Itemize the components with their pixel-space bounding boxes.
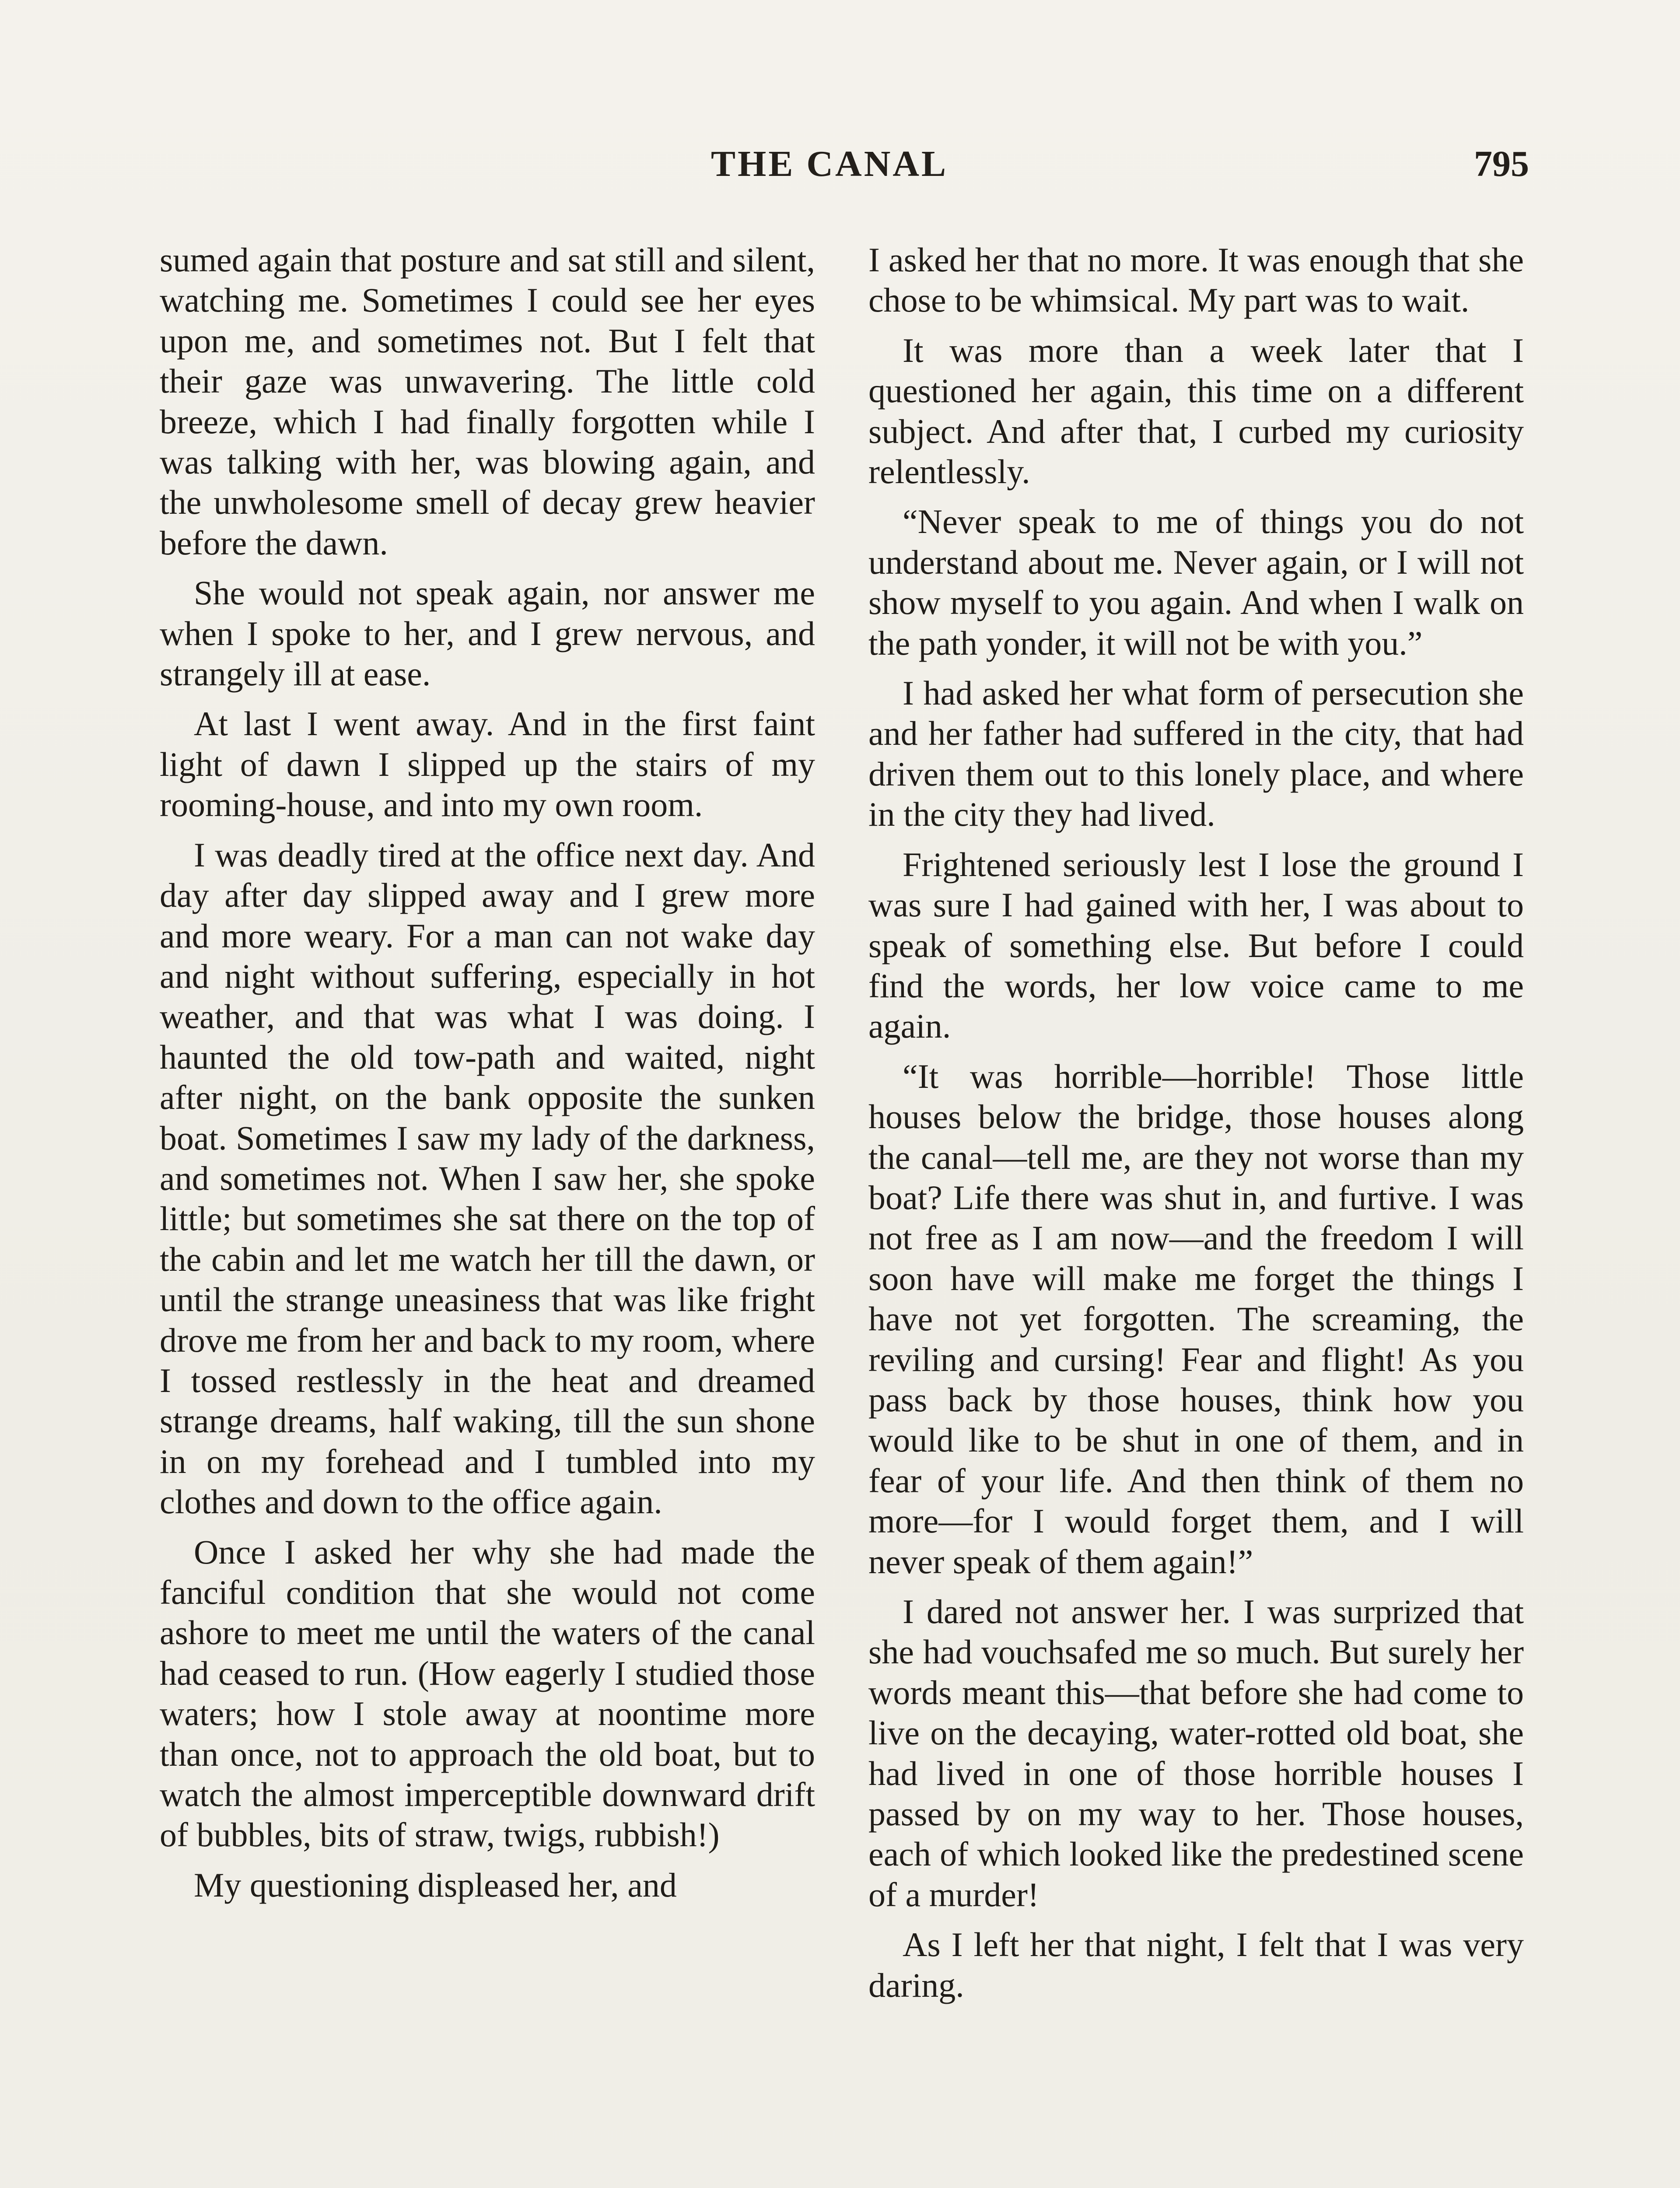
right-text-column [868,240,1524,2015]
paragraph: “It was horrible—horrible! Those little houses below the bridge, those houses along the canal—tell me, are they not worse than my boat? Life there was shut in, and furtive. I was not free as I am now—and the freedom I will soon have will make me forget the things I have not yet forgotten. The screaming, the reviling and cursing! Fear and flight! As you pass back by those houses, think how you would like to be shut in one of them, and in fear of your life. And then think of them no more—for I would forget them, and I will never speak of them again!” [868,1057,1524,1581]
paragraph: Once I asked her why she had made the fanciful condition that she would not come ashore to meet me until the waters of the canal had ceased to run. (How eagerly I studied those waters; how I stole away at noontime more than once, not to approach the old boat, but to watch the almost imperceptible downward drift of bubbles, bits of straw, twigs, rubbish!) [160,1532,815,1854]
paragraph: At last I went away. And in the first faint light of dawn I slipped up the stairs of my rooming-house, and into my own room. [160,705,815,824]
paragraph: It was more than a week later that I questioned her again, this time on a different subject. And after that, I curbed my curiosity relentlessly. [868,331,1524,491]
paragraph: Frightened seriously lest I lose the ground I was sure I had gained with her, I was about to speak of something else. But before I could find the words, her low voice came to me again. [868,845,1524,1045]
paragraph: I had asked her what form of persecution she and her father had suffered in the city, that had driven them out to this lonely place, and where in the city they had lived. [868,674,1524,834]
paragraph: I dared not answer her. I was surprized that she had vouchsafed me so much. But surely her words meant this—that before she had come to live on the decaying, water-rotted old boat, she had lived in one of those horrible houses I passed by on my way to her. Those houses, each of which looked like the predestined scene of a murder! [868,1592,1524,1914]
paragraph: “Never speak to me of things you do not understand about me. Never again, or I will not show myself to you again. And when I walk on the path yonder, it will not be with you.” [868,502,1524,662]
running-header [160,140,1529,188]
paragraph: I was deadly tired at the office next day. And day after day slipped away and I grew more and more weary. For a man can not wake day and night without suffering, especially in hot weather, and that was what I was doing. I haunted the old tow-path and waited, night after night, on the bank opposite the sunken boat. Sometimes I saw my lady of the darkness, and sometimes not. When I saw her, she spoke little; but sometimes she sat there on the top of the cabin and let me watch her till the dawn, or until the strange uneasiness that was like fright drove me from her and back to my room, where I tossed restlessly in the heat and dreamed strange dreams, half waking, till the sun shone in on my forehead and I tumbled into my clothes and down to the office again. [160,835,815,1521]
running-title: THE CANAL [711,144,948,184]
paragraph: My questioning displeased her, and [194,1865,677,1904]
page-number: 795 [1474,144,1529,184]
paragraph: sumed again that posture and sat still and silent, watching me. Sometimes I could see her eyes upon me, and sometimes not. But I felt that their gaze was unwavering. The little cold breeze, which I had finally forgotten while I was talking with her, was blowing again, and the unwholesome smell of decay grew heavier before the dawn. [160,241,815,562]
paragraph: I asked her that no more. It was enough that she chose to be whimsical. My part was to wait. [868,241,1524,319]
paragraph: She would not speak again, nor answer me when I spoke to her, and I grew nervous, and strangely ill at ease. [160,574,815,693]
left-text-column [160,240,815,1915]
paragraph: As I left her that night, I felt that I was very daring. [868,1925,1524,2004]
